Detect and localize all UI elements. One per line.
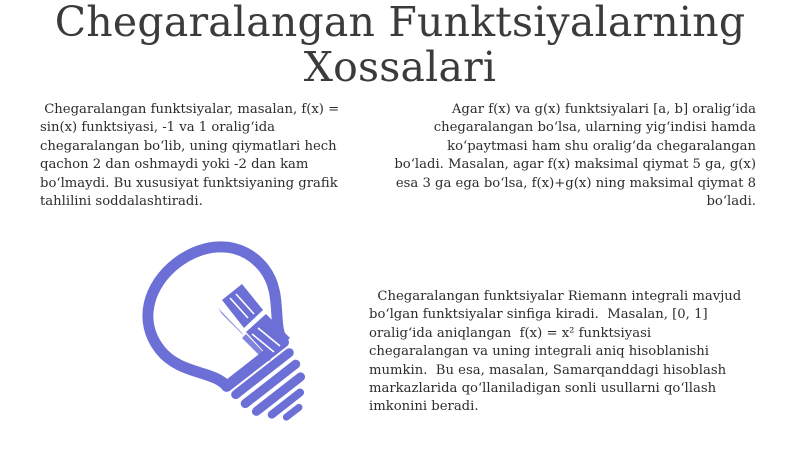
slide-title-line-2: Xossalari xyxy=(303,43,497,91)
paragraph-riemann-integral: Chegaralangan funktsiyalar Riemann integrali mavjud bo‘lgan funktsiyalar sinfiga kiradi. Masalan, [0, 1] oralig‘ida aniqlangan f(x) = x² funktsiyasi chegaralangan va uning integrali aniq hisoblanishi mumkin. Bu esa, masalan, Samarqanddagi hisoblash markazlarida qo‘llaniladigan sonli usullarni qo‘llash imkonini beradi. xyxy=(369,289,742,415)
slide-title-line-1: Chegaralangan Funktsiyalarning xyxy=(54,0,746,46)
paragraph-sum-product: Agar f(x) va g(x) funktsiyalari [a, b] oralig‘ida chegaralangan bo‘lsa, ularning yig‘indisi hamda ko‘paytmasi ham shu oralig‘da chegaralangan bo‘ladi. Masalan, agar f(x) maksimal qiymat 5 ga, g(x) esa 3 ga ega bo‘lsa, f(x)+g(x) ning maksimal qiymat 8 bo‘ladi. xyxy=(394,102,756,210)
lightbulb-with-book-icon xyxy=(138,240,350,448)
paragraph-sin-example: Chegaralangan funktsiyalar, masalan, f(x) = sin(x) funktsiyasi, -1 va 1 oralig‘ida chegaralangan bo‘lib, uning qiymatlari hech qachon 2 dan oshmaydi yoki -2 dan kam bo‘lmaydi. Bu xususiyat funktsiyaning grafik tahlilini soddalashtiradi. xyxy=(40,102,340,210)
slide-title xyxy=(0,0,800,90)
